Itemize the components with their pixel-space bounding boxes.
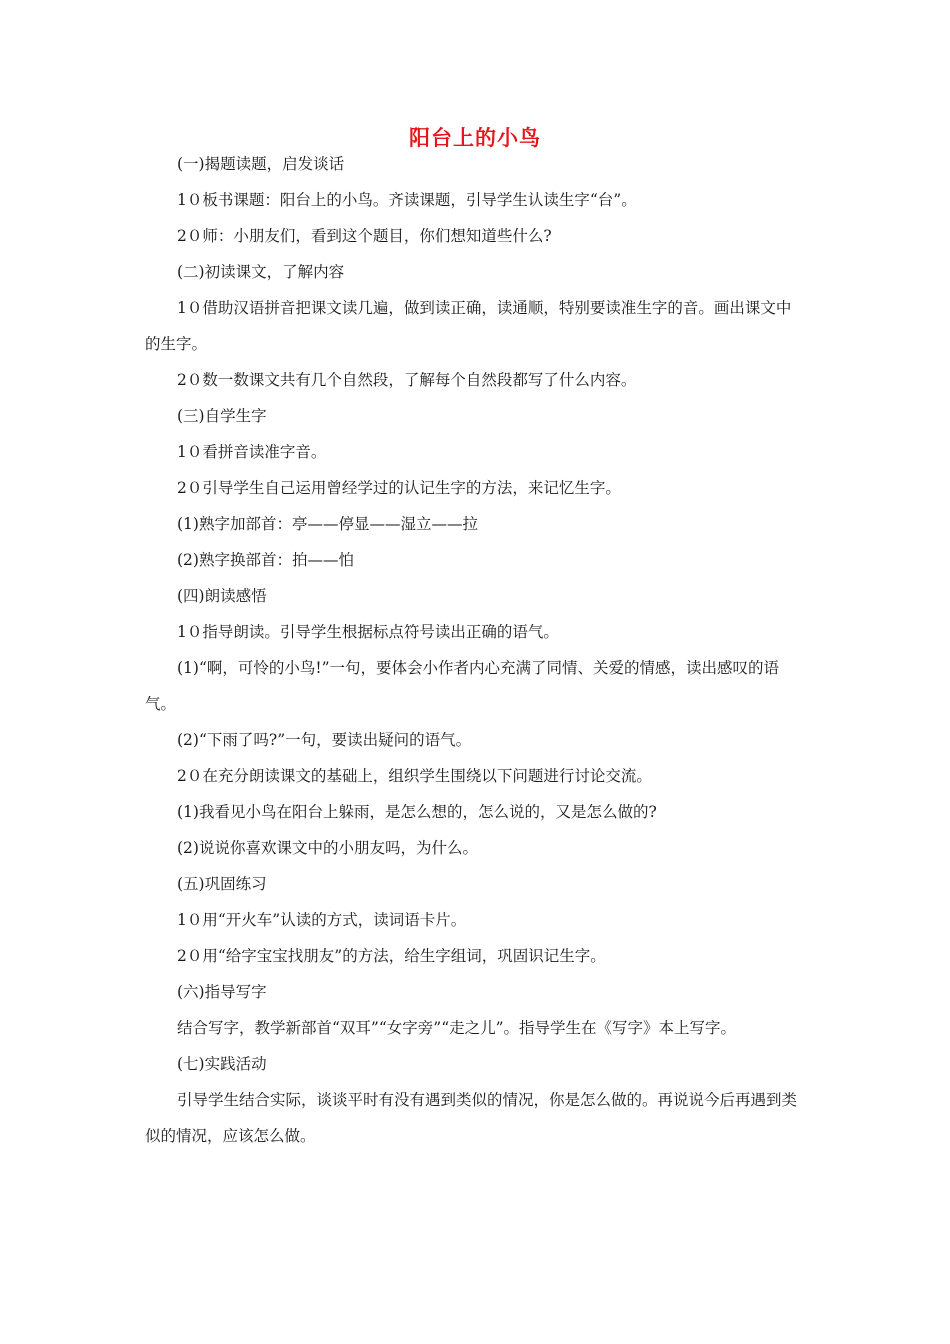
paragraph: (2)说说你喜欢课文中的小朋友吗，为什么。 bbox=[177, 839, 478, 857]
paragraph: (1)我看见小鸟在阳台上躲雨，是怎么想的，怎么说的，又是怎么做的? bbox=[177, 803, 657, 821]
section-heading-6: (六)指导写字 bbox=[177, 983, 267, 1001]
paragraph: 1０借助汉语拼音把课文读几遍，做到读正确，读通顺，特别要读准生字的音。画出课文中的生字。 bbox=[145, 299, 792, 353]
section-heading-7: (七)实践活动 bbox=[177, 1055, 267, 1073]
paragraph: 1０看拼音读准字音。 bbox=[177, 443, 327, 461]
section-heading-3: (三)自学生字 bbox=[177, 407, 267, 425]
paragraph: 1０指导朗读。引导学生根据标点符号读出正确的语气。 bbox=[177, 623, 559, 641]
section-heading-5: (五)巩固练习 bbox=[177, 875, 267, 893]
document-title: 阳台上的小鸟 bbox=[409, 126, 541, 150]
paragraph: 2０师：小朋友们，看到这个题目，你们想知道些什么? bbox=[177, 227, 552, 245]
paragraph: (1)“啊，可怜的小鸟!”一句，要体会小作者内心充满了同情、关爱的情感，读出感叹的语气。 bbox=[145, 659, 780, 713]
section-heading-1: (一)揭题读题，启发谈话 bbox=[177, 155, 345, 173]
paragraph: (2)“下雨了吗?”一句，要读出疑问的语气。 bbox=[177, 731, 472, 749]
section-heading-4: (四)朗读感悟 bbox=[177, 587, 267, 605]
paragraph: (2)熟字换部首：拍——怕 bbox=[177, 551, 354, 569]
paragraph: 2０数一数课文共有几个自然段，了解每个自然段都写了什么内容。 bbox=[177, 371, 637, 389]
paragraph: (1)熟字加部首：亭——停显——湿立——拉 bbox=[177, 515, 478, 533]
paragraph: 2０引导学生自己运用曾经学过的认记生字的方法，来记忆生字。 bbox=[177, 479, 621, 497]
paragraph: 1０板书课题：阳台上的小鸟。齐读课题，引导学生认读生字“台”。 bbox=[177, 191, 637, 209]
paragraph: 引导学生结合实际，谈谈平时有没有遇到类似的情况，你是怎么做的。再说说今后再遇到类似的情况，应该怎么做。 bbox=[145, 1091, 798, 1145]
section-heading-2: (二)初读课文，了解内容 bbox=[177, 263, 345, 281]
paragraph: 结合写字，教学新部首“双耳”“女字旁”“走之儿”。指导学生在《写字》本上写字。 bbox=[177, 1019, 737, 1037]
paragraph: 2０在充分朗读课文的基础上，组织学生围绕以下问题进行讨论交流。 bbox=[177, 767, 652, 785]
paragraph: 2０用“给字宝宝找朋友”的方法，给生字组词，巩固识记生字。 bbox=[177, 947, 606, 965]
paragraph: 1０用“开火车”认读的方式，读词语卡片。 bbox=[177, 911, 467, 929]
document-body bbox=[145, 146, 805, 1154]
